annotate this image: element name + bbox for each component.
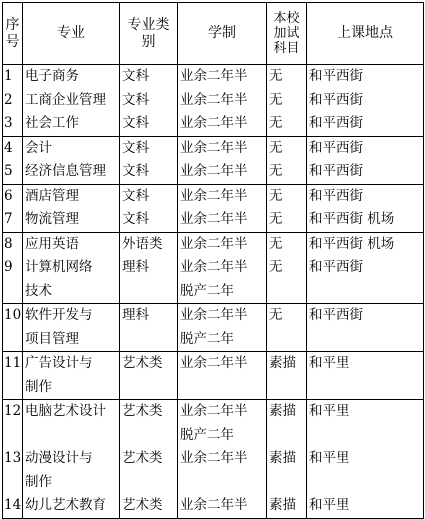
- major-text: 动漫设计与: [25, 450, 93, 466]
- exam-text: 素描: [269, 403, 296, 419]
- spacer: [180, 471, 264, 495]
- cell-location: [307, 136, 424, 184]
- major-text: 技术: [25, 282, 52, 299]
- header-exam: 本校 加试 科目: [267, 3, 307, 65]
- spacer: [269, 328, 304, 352]
- cell-system: [178, 136, 267, 184]
- seq-text: 2: [4, 91, 13, 108]
- cell-major: [23, 136, 120, 184]
- spacer: [309, 328, 421, 352]
- spacer: [25, 424, 117, 448]
- table-row-group: [3, 65, 424, 137]
- major-text: 计算机网络: [25, 259, 93, 275]
- spacer: [269, 471, 304, 495]
- spacer: [309, 376, 421, 400]
- exam-text: 无: [269, 259, 283, 275]
- major-text: 项目管理: [25, 330, 79, 347]
- system-text: 业余二年半: [180, 68, 248, 84]
- system-text: 业余二年半: [180, 259, 248, 275]
- cell-location: [307, 304, 424, 352]
- system-text: 业余二年半: [180, 211, 248, 227]
- header-location: 上课地点: [307, 3, 424, 65]
- cell-seq: [3, 400, 23, 519]
- cell-exam: [267, 400, 307, 519]
- major-text: 广告设计与: [25, 355, 93, 371]
- seq-text: 3: [4, 115, 13, 131]
- category-text: 理科: [122, 307, 149, 323]
- system-text: 业余二年半: [180, 139, 248, 156]
- exam-text: 无: [269, 187, 283, 204]
- location-text: 和平里: [309, 355, 350, 371]
- cell-location: [307, 232, 424, 304]
- cell-exam: [267, 304, 307, 352]
- cell-major: [23, 352, 120, 400]
- cell-exam: [267, 184, 307, 232]
- seq-text: 6: [4, 187, 13, 204]
- major-text: 酒店管理: [25, 187, 79, 204]
- category-text: 艺术类: [122, 497, 163, 513]
- major-text: 幼儿艺术教育: [25, 497, 106, 513]
- table-row-group: [3, 232, 424, 304]
- seq-text: 8: [4, 235, 13, 252]
- category-text: 文科: [122, 68, 149, 84]
- cell-seq: [3, 184, 23, 232]
- location-text: 和平西街: [309, 115, 363, 131]
- table-row-group: [3, 184, 424, 232]
- spacer: [4, 471, 21, 495]
- cell-major: [23, 304, 120, 352]
- cell-category: [120, 65, 178, 137]
- major-text: 电子商务: [25, 68, 79, 84]
- cell-seq: [3, 136, 23, 184]
- system-text: 脱产二年: [180, 330, 234, 347]
- cell-category: [120, 136, 178, 184]
- spacer: [4, 328, 21, 352]
- category-text: 文科: [122, 115, 149, 131]
- cell-seq: [3, 352, 23, 400]
- category-text: 文科: [122, 91, 149, 108]
- seq-text: 5: [4, 163, 13, 179]
- system-text: 业余二年半: [180, 307, 248, 323]
- spacer: [180, 376, 264, 400]
- system-text: 业余二年半: [180, 450, 248, 466]
- cell-system: [178, 65, 267, 137]
- category-text: 文科: [122, 139, 149, 156]
- system-text: 业余二年半: [180, 235, 248, 252]
- major-text: 制作: [25, 473, 52, 490]
- major-text: 会计: [25, 139, 52, 156]
- major-text: 电脑艺术设计: [25, 403, 106, 419]
- cell-major: [23, 184, 120, 232]
- category-text: 文科: [122, 163, 149, 179]
- cell-seq: [3, 232, 23, 304]
- cell-major: [23, 232, 120, 304]
- category-text: 外语类: [122, 235, 163, 252]
- exam-text: 无: [269, 211, 283, 227]
- exam-text: 无: [269, 91, 283, 108]
- spacer: [269, 280, 304, 304]
- cell-location: [307, 400, 424, 519]
- seq-text: 13: [4, 450, 22, 466]
- exam-text: 素描: [269, 497, 296, 513]
- seq-text: 11: [4, 355, 22, 371]
- spacer: [122, 280, 175, 304]
- table-row-group: [3, 136, 424, 184]
- exam-text: 素描: [269, 355, 296, 371]
- cell-exam: [267, 232, 307, 304]
- cell-exam: [267, 352, 307, 400]
- major-text: 工商企业管理: [25, 91, 106, 108]
- majors-table: [2, 2, 424, 519]
- table-row-group: [3, 352, 424, 400]
- exam-text: 无: [269, 235, 283, 252]
- exam-text: 无: [269, 139, 283, 156]
- category-text: 艺术类: [122, 355, 163, 371]
- cell-category: [120, 400, 178, 519]
- spacer: [122, 376, 175, 400]
- cell-location: [307, 65, 424, 137]
- cell-major: [23, 400, 120, 519]
- spacer: [309, 471, 421, 495]
- category-text: 理科: [122, 259, 149, 275]
- major-text: 经济信息管理: [25, 163, 106, 179]
- header-system: 学制: [178, 3, 267, 65]
- exam-text: 无: [269, 307, 283, 323]
- seq-text: 12: [4, 403, 22, 419]
- spacer: [122, 328, 175, 352]
- cell-category: [120, 232, 178, 304]
- seq-text: 10: [4, 307, 22, 323]
- cell-category: [120, 352, 178, 400]
- exam-text: 无: [269, 163, 283, 179]
- major-text: 应用英语: [25, 235, 79, 252]
- header-category: 专业类 别: [120, 3, 178, 65]
- cell-category: [120, 184, 178, 232]
- system-text: 业余二年半: [180, 91, 248, 108]
- major-text: 社会工作: [25, 115, 79, 131]
- exam-text: 无: [269, 115, 283, 131]
- seq-text: 7: [4, 211, 13, 227]
- location-text: 和平西街: [309, 91, 363, 108]
- table-row-group: [3, 400, 424, 519]
- cell-location: [307, 184, 424, 232]
- cell-system: [178, 304, 267, 352]
- system-text: 业余二年半: [180, 355, 248, 371]
- exam-text: 素描: [269, 450, 296, 466]
- cell-exam: [267, 65, 307, 137]
- seq-text: 14: [4, 497, 22, 513]
- category-text: 文科: [122, 211, 149, 227]
- cell-system: [178, 400, 267, 519]
- cell-category: [120, 304, 178, 352]
- cell-system: [178, 232, 267, 304]
- location-text: 和平西街: [309, 139, 363, 156]
- system-text: 业余二年半: [180, 187, 248, 204]
- category-text: 艺术类: [122, 403, 163, 419]
- major-text: 物流管理: [25, 211, 79, 227]
- location-text: 和平西街 机场: [309, 211, 395, 227]
- spacer: [122, 424, 175, 448]
- spacer: [269, 424, 304, 448]
- system-text: 脱产二年: [180, 426, 234, 443]
- location-text: 和平里: [309, 450, 350, 466]
- spacer: [309, 280, 421, 304]
- system-text: 业余二年半: [180, 497, 248, 513]
- cell-major: [23, 65, 120, 137]
- location-text: 和平西街: [309, 163, 363, 179]
- header-row: [3, 3, 424, 65]
- location-text: 和平西街: [309, 307, 363, 323]
- spacer: [122, 471, 175, 495]
- location-text: 和平西街: [309, 259, 363, 275]
- major-text: 制作: [25, 378, 52, 395]
- cell-seq: [3, 304, 23, 352]
- location-text: 和平西街: [309, 68, 363, 84]
- spacer: [4, 424, 21, 448]
- header-major: 专业: [23, 3, 120, 65]
- seq-text: 1: [4, 68, 13, 84]
- system-text: 脱产二年: [180, 282, 234, 299]
- table-body: [3, 65, 424, 519]
- spacer: [4, 280, 21, 304]
- category-text: 艺术类: [122, 450, 163, 466]
- category-text: 文科: [122, 187, 149, 204]
- system-text: 业余二年半: [180, 403, 248, 419]
- seq-text: 4: [4, 139, 13, 156]
- system-text: 业余二年半: [180, 115, 248, 131]
- major-text: 软件开发与: [25, 307, 93, 323]
- spacer: [269, 376, 304, 400]
- location-text: 和平西街: [309, 187, 363, 204]
- exam-text: 无: [269, 68, 283, 84]
- location-text: 和平里: [309, 497, 350, 513]
- cell-system: [178, 352, 267, 400]
- cell-seq: [3, 65, 23, 137]
- header-seq: 序 号: [3, 3, 23, 65]
- system-text: 业余二年半: [180, 163, 248, 179]
- seq-text: 9: [4, 259, 13, 275]
- location-text: 和平里: [309, 403, 350, 419]
- cell-system: [178, 184, 267, 232]
- spacer: [309, 424, 421, 448]
- table-row-group: [3, 304, 424, 352]
- location-text: 和平西街 机场: [309, 235, 395, 252]
- spacer: [4, 376, 21, 400]
- cell-location: [307, 352, 424, 400]
- cell-exam: [267, 136, 307, 184]
